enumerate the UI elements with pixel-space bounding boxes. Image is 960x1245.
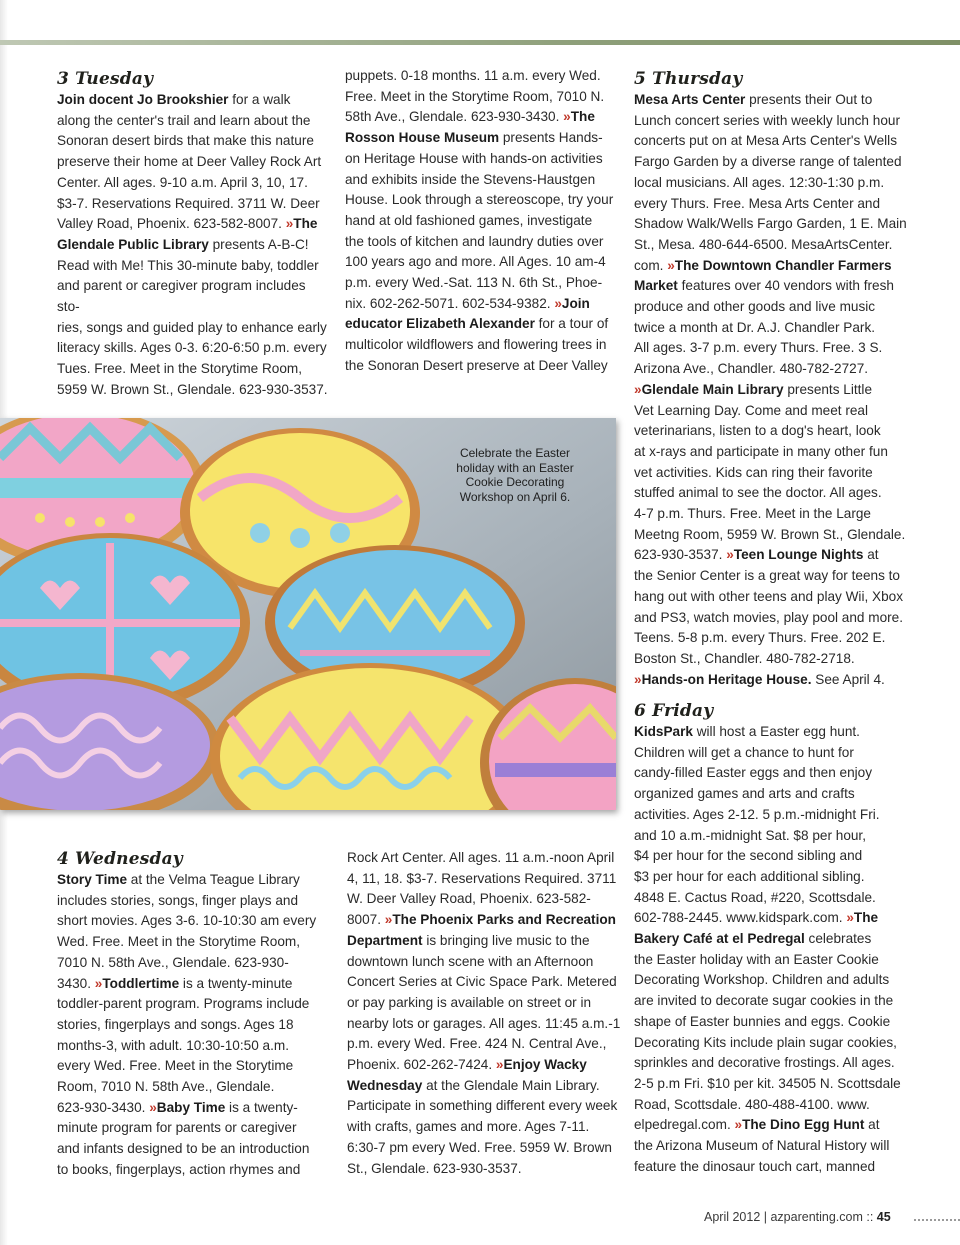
text-line: Free. Meet in the Storytime Room, 7010 N. — [345, 88, 605, 104]
text-line: along the center's trail and learn about the — [57, 112, 311, 128]
text-line: to books, fingerplays, action rhymes and — [57, 1161, 301, 1177]
text-line: 602-788-2445. www.kidspark.com. »The — [634, 910, 879, 926]
friday-text — [634, 722, 924, 1177]
text-line: ries, songs and guided play to enhance early — [57, 319, 327, 335]
text-line: concerts put on at Mesa Arts Center's Wells — [634, 133, 898, 149]
column2-top-text — [345, 66, 615, 377]
text-line: W. Deer Valley Road, Phoenix. 623-582- — [347, 891, 591, 907]
wednesday-text — [57, 870, 332, 1181]
text-line: Department is bringing live music to the — [347, 932, 590, 948]
text-line: Mesa Arts Center presents their Out to — [634, 92, 873, 107]
text-line: Shadow Walk/Wells Fargo Garden, 1 E. Main — [634, 216, 907, 232]
text-line: 4848 E. Cactus Road, #220, Scottsdale. — [634, 889, 876, 905]
text-line: and 10 a.m.-midnight Sat. $8 per hour, — [634, 827, 866, 843]
text-line: Fargo Garden by a diverse range of talented — [634, 154, 902, 170]
text-line: p.m. every Wed. Free. 424 N. Central Ave., — [347, 1036, 607, 1052]
text-line: Decorating Kits include plain sugar cookies, — [634, 1034, 897, 1050]
text-line: Road, Scottsdale. 480-488-4100. www. — [634, 1096, 870, 1112]
thursday-section — [634, 68, 924, 690]
text-line: 7010 N. 58th Ave., Glendale. 623-930- — [57, 954, 289, 970]
text-line: Concert Series at Civic Space Park. Metered — [347, 974, 617, 990]
text-line: elpedregal.com. »The Dino Egg Hunt at — [634, 1117, 880, 1133]
text-line: Market features over 40 vendors with fresh — [634, 278, 894, 294]
text-line: includes stories, songs, finger plays and — [57, 892, 299, 908]
text-line: $4 per hour for the second sibling and — [634, 848, 863, 864]
text-line: »Glendale Main Library presents Little — [634, 381, 872, 397]
text-line: 623-930-3430. »Baby Time is a twenty- — [57, 1099, 298, 1115]
text-line: 4, 11, 18. $3-7. Reservations Required. 3711 — [347, 870, 617, 886]
text-line: 2-5 p.m Fri. $10 per kit. 34505 N. Scottsdale — [634, 1075, 901, 1091]
text-line: $3 per hour for each additional sibling. — [634, 868, 865, 884]
text-line: 3430. »Toddlertime is a twenty-minute — [57, 975, 293, 991]
text-line: 623-930-3537. »Teen Lounge Nights at — [634, 547, 879, 563]
text-line: Phoenix. 602-262-7424. »Enjoy Wacky — [347, 1057, 587, 1073]
text-line: Decorating Workshop. Children and adults — [634, 972, 890, 988]
text-line: the Senior Center is a great way for teens to — [634, 568, 900, 584]
text-line: Read with Me! This 30-minute baby, toddler — [57, 257, 319, 273]
day-heading-friday: 6 Friday — [634, 701, 714, 721]
day-heading-wednesday: 4 Wednesday — [57, 849, 183, 869]
text-line: the Easter holiday with an Easter Cookie — [634, 951, 879, 967]
text-line: Center. All ages. 9-10 a.m. April 3, 10, 17. — [57, 174, 308, 190]
text-line: Teens. 5-8 p.m. every Thurs. Free. 202 E. — [634, 630, 886, 646]
text-line: on Heritage House with hands-on activities — [345, 150, 603, 166]
text-line: Bakery Café at el Pedregal celebrates — [634, 931, 872, 947]
thursday-text — [634, 90, 924, 690]
text-line: com. »The Downtown Chandler Farmers — [634, 257, 892, 273]
text-line: stories, fingerplays and songs. Ages 18 — [57, 1016, 294, 1032]
text-line: the tools of kitchen and laundry duties over — [345, 233, 604, 249]
text-line: nix. 602-262-5071. 602-534-9382. »Join — [345, 295, 590, 311]
text-line: and infants designed to be an introduction — [57, 1141, 310, 1157]
text-line: and PS3, watch movies, play pool and more. — [634, 609, 904, 625]
text-line: Rosson House Museum presents Hands- — [345, 130, 603, 146]
text-line: months-3, with adult. 10:30-10:50 a.m. — [57, 1037, 289, 1053]
text-line: and parent or caregiver program includes sto- — [57, 278, 306, 315]
text-line: Boston St., Chandler. 480-782-2718. — [634, 650, 855, 666]
text-line: House. Look through a stereoscope, try your — [345, 192, 614, 208]
text-line: Arizona Ave., Chandler. 480-782-2727. — [634, 361, 869, 377]
text-line: Wednesday at the Glendale Main Library. — [347, 1077, 600, 1093]
text-line: local musicians. All ages. 12:30-1:30 p.m. — [634, 174, 885, 190]
column2-bottom-text — [347, 848, 622, 1179]
text-line: vet activities. Kids can ring their favorite — [634, 464, 873, 480]
text-line: p.m. every Wed.-Sat. 113 N. 6th St., Phoe- — [345, 275, 603, 291]
text-line: 4-7 p.m. Thurs. Free. Meet in the Large — [634, 506, 871, 522]
text-line: toddler-parent program. Programs include — [57, 996, 310, 1012]
text-line: 5959 W. Brown St., Glendale. 623-930-3537. — [57, 381, 328, 397]
text-line: KidsPark will host a Easter egg hunt. — [634, 724, 860, 739]
top-rule — [0, 40, 960, 45]
text-line: 6:30-7 pm every Wed. Free. 5959 W. Brown — [347, 1139, 612, 1155]
text-line: Room, 7010 N. 58th Ave., Glendale. — [57, 1079, 275, 1095]
page-footer — [704, 1210, 891, 1224]
text-line: All ages. 3-7 p.m. every Thurs. Free. 3 S. — [634, 340, 883, 356]
text-line: Children will get a chance to hunt for — [634, 744, 854, 760]
text-line: twice a month at Dr. A.J. Chandler Park. — [634, 319, 876, 335]
text-line: Meetng Room, 5959 W. Brown St., Glendale. — [634, 526, 906, 542]
text-line: literacy skills. Ages 0-3. 6:20-6:50 p.m. every — [57, 340, 327, 356]
col2-top-lines — [345, 66, 615, 377]
wednesday-section — [57, 848, 332, 1181]
text-line: Wed. Free. Meet in the Storytime Room, — [57, 934, 301, 950]
text-line: shape of Easter bunnies and eggs. Cookie — [634, 1013, 891, 1029]
text-line: candy-filled Easter eggs and then enjoy — [634, 765, 873, 781]
text-line: minute program for parents or caregiver — [57, 1120, 297, 1136]
tuesday-section — [57, 68, 332, 401]
text-line: and exhibits inside the Stevens-Haustgen — [345, 171, 596, 187]
friday-section — [634, 700, 924, 1177]
page-number: 45 — [876, 1210, 891, 1224]
text-line: preserve their home at Deer Valley Rock Art — [57, 154, 322, 170]
text-line: the Sonoran Desert preserve at Deer Valley — [345, 357, 608, 373]
text-line: Rock Art Center. All ages. 11 a.m.-noon April — [347, 850, 615, 865]
text-line: $3-7. Reservations Required. 3711 W. Deer — [57, 195, 320, 211]
text-line: hang out with other teens and play Wii, Xbox — [634, 588, 904, 604]
text-line: produce and other goods and live music — [634, 299, 876, 315]
text-line: St., Glendale. 623-930-3537. — [347, 1160, 522, 1176]
text-line: at x-rays and participate in many other fun — [634, 443, 888, 459]
col2-bottom-lines — [347, 848, 622, 1179]
text-line: or pay parking is available on street or in — [347, 994, 592, 1010]
text-line: educator Elizabeth Alexander for a tour of — [345, 316, 609, 332]
photo-caption: Celebrate the Easter holiday with an Easter Cookie Decorating Workshop on April 6. — [456, 446, 574, 504]
footer-dotted-rule — [914, 1219, 960, 1221]
text-line: feature the dinosaur touch cart, manned — [634, 1158, 876, 1174]
text-line: multicolor wildflowers and flowering trees in — [345, 337, 607, 353]
text-line: are invited to decorate sugar cookies in the — [634, 993, 894, 1009]
text-line: St., Mesa. 480-644-6500. MesaArtsCenter. — [634, 236, 893, 252]
text-line: Join docent Jo Brookshier for a walk — [57, 92, 291, 107]
text-line: puppets. 0-18 months. 11 a.m. every Wed. — [345, 68, 601, 83]
text-line: Tues. Free. Meet in the Storytime Room, — [57, 361, 303, 377]
text-line: Lunch concert series with weekly lunch hour — [634, 112, 900, 128]
text-line: 100 years ago and more. All Ages. 10 am-4 — [345, 254, 606, 270]
text-line: with crafts, games and more. Ages 7-11. — [347, 1119, 590, 1135]
text-line: »Hands-on Heritage House. See April 4. — [634, 671, 885, 687]
text-line: stuffed animal to see the doctor. All ages. — [634, 485, 882, 501]
text-line: Participate in something different every week — [347, 1098, 618, 1114]
text-line: Vet Learning Day. Come and meet real — [634, 402, 868, 418]
text-line: Glendale Public Library presents A-B-C! — [57, 236, 309, 252]
text-line: Sonoran desert birds that make this nature — [57, 133, 314, 149]
footer-text: April 2012 | azparenting.com :: — [704, 1210, 877, 1224]
text-line: veterinarians, listen to a dog's heart, look — [634, 423, 881, 439]
text-line: nearby lots or garages. All ages. 11:45 a.m.-1 — [347, 1015, 621, 1031]
text-line: every Thurs. Free. Mesa Arts Center and — [634, 195, 881, 211]
text-line: every Wed. Free. Meet in the Storytime — [57, 1058, 294, 1074]
tuesday-text — [57, 90, 332, 401]
text-line: short movies. Ages 3-6. 10-10:30 am every — [57, 913, 317, 929]
text-line: Valley Road, Phoenix. 623-582-8007. »The — [57, 216, 318, 232]
text-line: 58th Ave., Glendale. 623-930-3430. »The — [345, 109, 595, 125]
text-line: hand at old fashioned games, investigate — [345, 212, 593, 228]
text-line: Story Time at the Velma Teague Library — [57, 872, 300, 887]
text-line: activities. Ages 2-12. 5 p.m.-midnight Fri. — [634, 806, 880, 822]
text-line: sprinkles and decorative frostings. All ages. — [634, 1055, 895, 1071]
text-line: organized games and arts and crafts — [634, 786, 855, 802]
day-heading-thursday: 5 Thursday — [634, 69, 743, 89]
text-line: 8007. »The Phoenix Parks and Recreation — [347, 912, 616, 928]
day-heading-tuesday: 3 Tuesday — [57, 69, 154, 89]
text-line: downtown lunch scene with an Afternoon — [347, 953, 594, 969]
text-line: the Arizona Museum of Natural History will — [634, 1138, 890, 1154]
